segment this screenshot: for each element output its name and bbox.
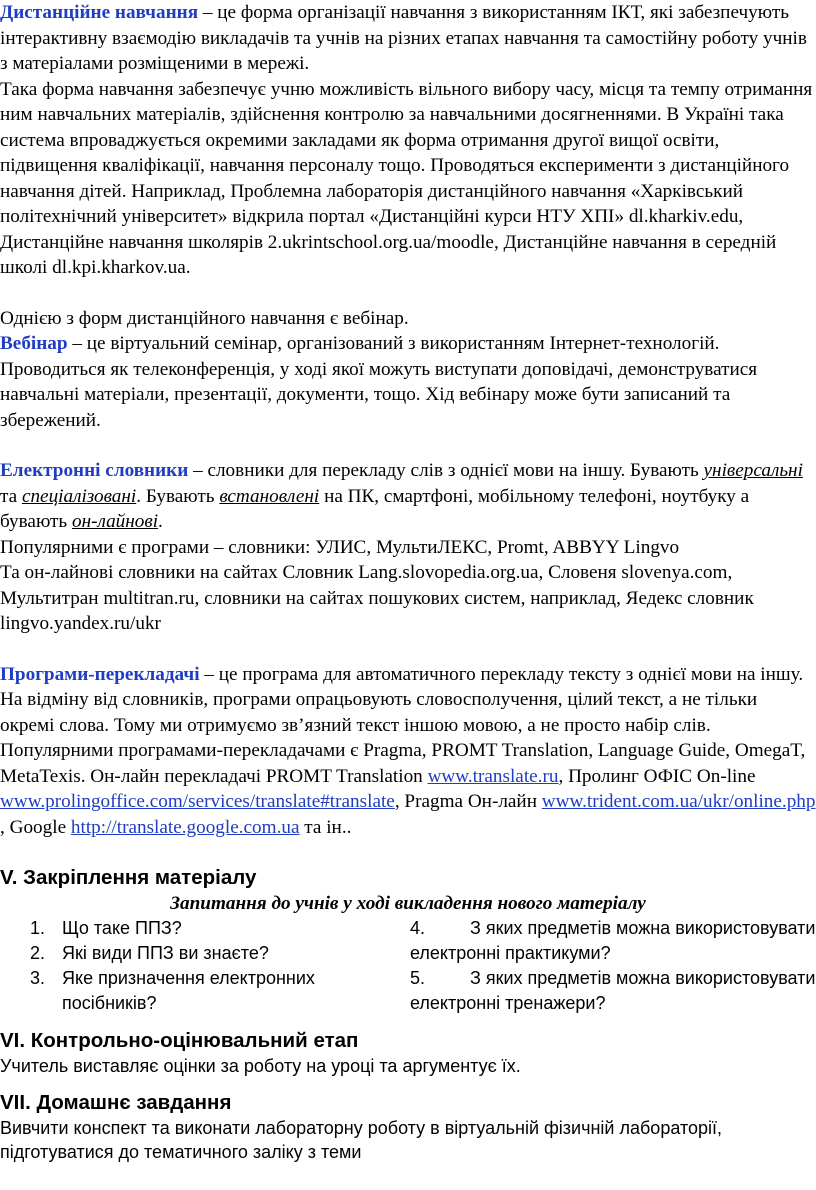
- question-item: [30, 966, 410, 1016]
- question-item: [410, 916, 816, 966]
- dictionaries-text: та: [0, 485, 22, 507]
- questions-right-column: [410, 916, 816, 1016]
- question-number: 2.: [30, 943, 46, 963]
- section-5-title: V. Закріплення матеріалу: [0, 866, 257, 889]
- section-7-title: VII. Домашнє завдання: [0, 1091, 232, 1114]
- distance-learning-paragraph: [0, 0, 816, 77]
- section-6-title: VI. Контрольно-оцінювальний етап: [0, 1029, 359, 1052]
- term-translators: Програми-перекладачі: [0, 663, 200, 685]
- question-text: З яких предметів можна використовувати електронні практикуми?: [410, 918, 816, 963]
- question-text: Яке призначення електронних посібників?: [62, 968, 315, 1013]
- webinar-definition: – це віртуальний семінар, організований з використанням Інтернет-технологій. Проводиться як телеконференція, у ході якої можуть виступати доповідачі, демонструватися навчальні матеріали, презентації, документи, тощо. Хід вебінару може бути записаний та збережений.: [0, 333, 758, 431]
- question-number: 3.: [30, 968, 46, 988]
- distance-learning-details: Така форма навчання забезпечує учню можливість вільного вибору часу, місця та темпу отримання ним навчальних матеріалів, здійснення контролю за навчальними досягненнями. В Україні така система впроваджується окремими закладами як форма отримання другої вищої освіти, підвищення кваліфікації, навчання персоналу тощо. Проводяться експерименти з дистанційного навчання дітей. Наприклад, Проблемна лабораторія дистанційного навчання «Харківський політехнічний університет» відкрила портал «Дистанційні курси НТУ ХПІ» dl.kharkiv.edu, Дистанційне навчання школярів 2.ukrintschool.org.ua/moodle, Дистанційне навчання в середній школі dl.kpi.kharkov.ua.: [0, 78, 813, 278]
- questions-title: Запитання до учнів у ході викладення нового матеріалу: [170, 893, 646, 914]
- question-number: 5.: [410, 968, 426, 988]
- section-7-text: Вивчити конспект та виконати лабораторну роботу в віртуальній фізичній лабораторії, підготуватися до тематичного заліку з теми: [0, 1118, 723, 1162]
- dictionaries-text: – словники для перекладу слів з однієї мови на іншу. Бувають: [188, 460, 704, 481]
- link-prolingoffice[interactable]: www.prolingoffice.com/services/translate#translate: [0, 791, 395, 812]
- dictionaries-online: Та он-лайнові словники на сайтах Словник Lang.slovopedia.org.ua, Словеня slovenya.com, Мультитран multitran.ru, словники на сайтах пошукових систем, наприклад, Яедекс словник lingvo.yandex.ru/ukr: [0, 562, 754, 634]
- dictionaries-programs: Популярними є програми – словники: УЛИС, МультиЛЕКС, Promt, ABBYY Lingvo: [0, 536, 680, 558]
- translators-paragraph: [0, 662, 816, 841]
- webinar-paragraph: [0, 331, 816, 433]
- dictionaries-text: .: [158, 511, 163, 532]
- word-online: он-лайнові: [71, 511, 159, 532]
- questions-left-column: [0, 916, 410, 1016]
- word-installed: встановлені: [219, 485, 320, 507]
- question-text: Що таке ППЗ?: [62, 918, 182, 938]
- question-text: З яких предметів можна використовувати електронні тренажери?: [410, 968, 816, 1013]
- term-webinar: Вебінар: [0, 333, 68, 354]
- term-dictionaries: Електронні словники: [0, 460, 189, 481]
- translators-text: , Google: [0, 816, 71, 838]
- translators-text: , Пролинг ОФІС On-line: [558, 765, 756, 787]
- question-item: [30, 916, 410, 941]
- translators-definition: – це програма для автоматичного перекладу тексту з однієї мови на іншу. На відміну від словників, програми опрацьовують словосполучення, цілий текст, а не тільки окремі слова. Тому ми отримуємо зв’язний текст іншою мовою, а не просто набір слів. Популярними програмами-перекладачами є Pragma, PROMT Translation, Language Guide, OmegaT, MetaTexis. Он-лайн перекладачі PROMT Translation: [0, 663, 806, 787]
- link-translate-ru[interactable]: www.translate.ru: [427, 765, 559, 787]
- word-specialized: спеціалізовані: [21, 485, 137, 507]
- dictionaries-paragraph: [0, 458, 816, 535]
- distance-learning-definition: – це форма організації навчання з використанням ІКТ, які забезпечують інтерактивну взаємодію викладачів та учнів на різних етапах навчання та самостійну роботу учнів з матеріалами розміщеними в мережі.: [0, 2, 807, 74]
- link-google-translate[interactable]: http://translate.google.com.ua: [70, 816, 300, 838]
- word-universal: універсальні: [703, 460, 803, 481]
- translators-text: та ін..: [299, 816, 352, 838]
- question-number: 1.: [30, 918, 46, 938]
- translators-text: , Pragma Он-лайн: [394, 791, 542, 812]
- question-item: [410, 966, 816, 1016]
- link-trident[interactable]: www.trident.com.ua/ukr/online.php: [541, 791, 816, 812]
- question-text: Які види ППЗ ви знаєте?: [62, 943, 269, 963]
- question-item: [30, 941, 410, 966]
- dictionaries-text: . Бувають: [136, 485, 220, 507]
- question-number: 4.: [410, 918, 426, 938]
- webinar-intro: Однією з форм дистанційного навчання є вебінар.: [0, 307, 409, 329]
- questions-list: [0, 916, 816, 1016]
- term-distance-learning: Дистанційне навчання: [0, 2, 199, 23]
- section-6-text: Учитель виставляє оцінки за роботу на уроці та аргументує їх.: [0, 1056, 521, 1076]
- dictionaries-text: на ПК, смартфоні, мобільному телефоні, ноутбуку а бувають: [0, 485, 750, 532]
